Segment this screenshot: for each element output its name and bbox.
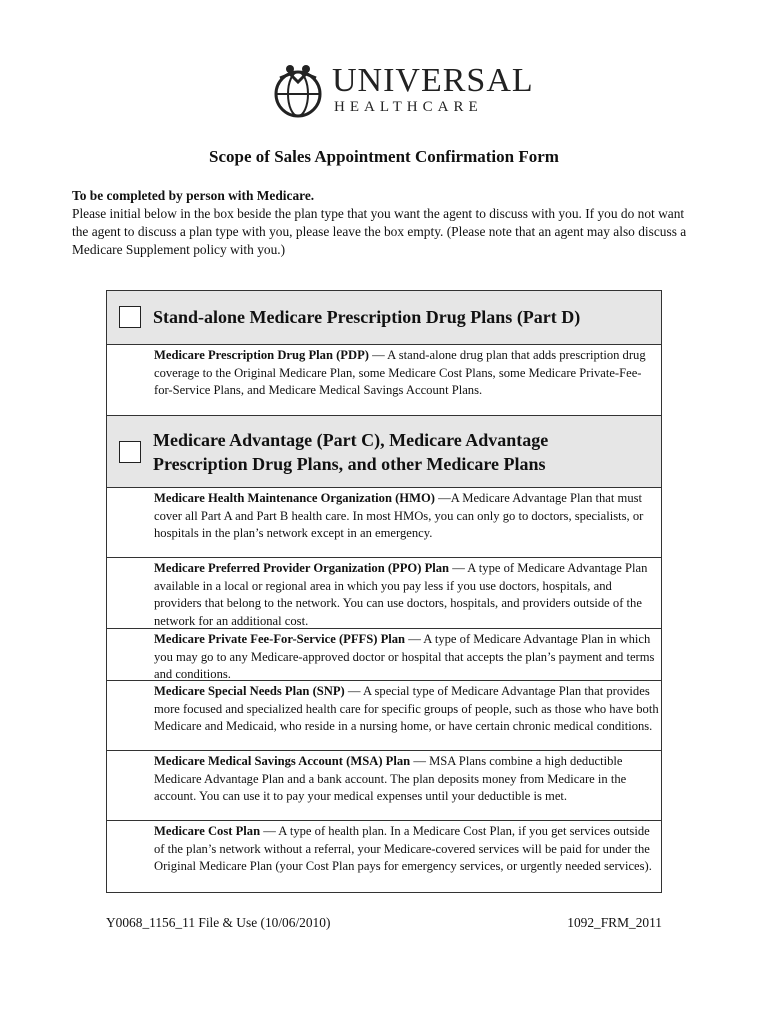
plan-description: — A special type of Medicare Advantage Plan that provides more focused and specialized health care for specific groups of people, such as those who have both Medicare and Medicaid, who reside in a nursing home, or have certain chronic medical conditions. bbox=[154, 684, 659, 733]
table-row bbox=[107, 629, 661, 681]
table-row bbox=[107, 751, 661, 821]
section-part-c-header bbox=[107, 416, 661, 488]
plan-description: —A Medicare Advantage Plan that must cover all Part A and Part B health care. In most HMOs, you can only go to doctors, specialists, or hospitals in the plan’s network except in an emergency. bbox=[154, 491, 644, 540]
part-c-header-line2: Prescription Drug Plans, and other Medicare Plans bbox=[153, 454, 546, 474]
part-c-initial-box[interactable] bbox=[119, 441, 141, 463]
table-row bbox=[107, 558, 661, 629]
company-logo bbox=[270, 62, 534, 126]
plan-term: Medicare Special Needs Plan (SNP) bbox=[154, 684, 345, 698]
part-d-initial-box[interactable] bbox=[119, 306, 141, 328]
plan-description: — MSA Plans combine a high deductible Medicare Advantage Plan and a bank account. The plan deposits money from Medicare in the account. You can use it to pay your medical expenses until your deductible is met. bbox=[154, 754, 627, 803]
table-row bbox=[107, 345, 661, 416]
plan-type-table bbox=[106, 290, 662, 893]
globe-figures-icon bbox=[270, 62, 328, 122]
logo-line1: UNIVERSAL bbox=[332, 62, 534, 99]
plan-description: — A type of Medicare Advantage Plan in which you may go to any Medicare-approved doctor or hospital that accepts the plan’s payment and terms and conditions. bbox=[154, 632, 655, 681]
intro-heading: To be completed by person with Medicare. bbox=[72, 188, 315, 203]
plan-term: Medicare Cost Plan bbox=[154, 824, 261, 838]
table-row bbox=[107, 488, 661, 558]
part-c-header-text bbox=[153, 428, 548, 476]
plan-term: Medicare Private Fee-For-Service (PFFS) Plan bbox=[154, 632, 406, 646]
table-row bbox=[107, 681, 661, 751]
footer-form-number: 1092_FRM_2011 bbox=[567, 915, 662, 930]
plan-description: — A type of health plan. In a Medicare Cost Plan, if you get services outside of the plan’s network without a referral, your Medicare-covered services will be paid for under the Original Medicare Plan (your Cost Plan pays for emergency services, or urgently needed services). bbox=[154, 824, 652, 873]
intro-body: Please initial below in the box beside the plan type that you want the agent to discuss with you. If you do not want the agent to discuss a plan type with you, please leave the box empty. (Please note that an agent may also discuss a Medicare Supplement policy with you.) bbox=[72, 206, 687, 257]
plan-term: Medicare Preferred Provider Organization (PPO) Plan bbox=[154, 561, 450, 575]
form-title: Scope of Sales Appointment Confirmation Form bbox=[209, 147, 559, 166]
plan-term: Medicare Medical Savings Account (MSA) Plan bbox=[154, 754, 411, 768]
plan-term: Medicare Prescription Drug Plan (PDP) bbox=[154, 348, 369, 362]
intro-block bbox=[72, 187, 700, 259]
plan-term: Medicare Health Maintenance Organization (HMO) bbox=[154, 491, 435, 505]
logo-line2: HEALTHCARE bbox=[334, 99, 483, 115]
plan-description: — A type of Medicare Advantage Plan available in a local or regional area in which you pay less if you use doctors, hospitals, and providers that belong to the network. You can use doctors, hospitals, and providers outside of the network for an additional cost. bbox=[154, 561, 648, 628]
plan-description: — A stand-alone drug plan that adds prescription drug coverage to the Original Medicare Plan, some Medicare Cost Plans, some Medicare Private-Fee-for-Service Plans, and Medicare Medical Savings Account Plans. bbox=[154, 348, 646, 397]
part-d-header-text: Stand-alone Medicare Prescription Drug Plans (Part D) bbox=[153, 307, 581, 327]
part-c-header-line1: Medicare Advantage (Part C), Medicare Advantage bbox=[153, 430, 549, 450]
table-row bbox=[107, 821, 661, 892]
footer-form-id: Y0068_1156_11 File & Use (10/06/2010) bbox=[106, 915, 331, 930]
section-part-d-header bbox=[107, 291, 661, 345]
